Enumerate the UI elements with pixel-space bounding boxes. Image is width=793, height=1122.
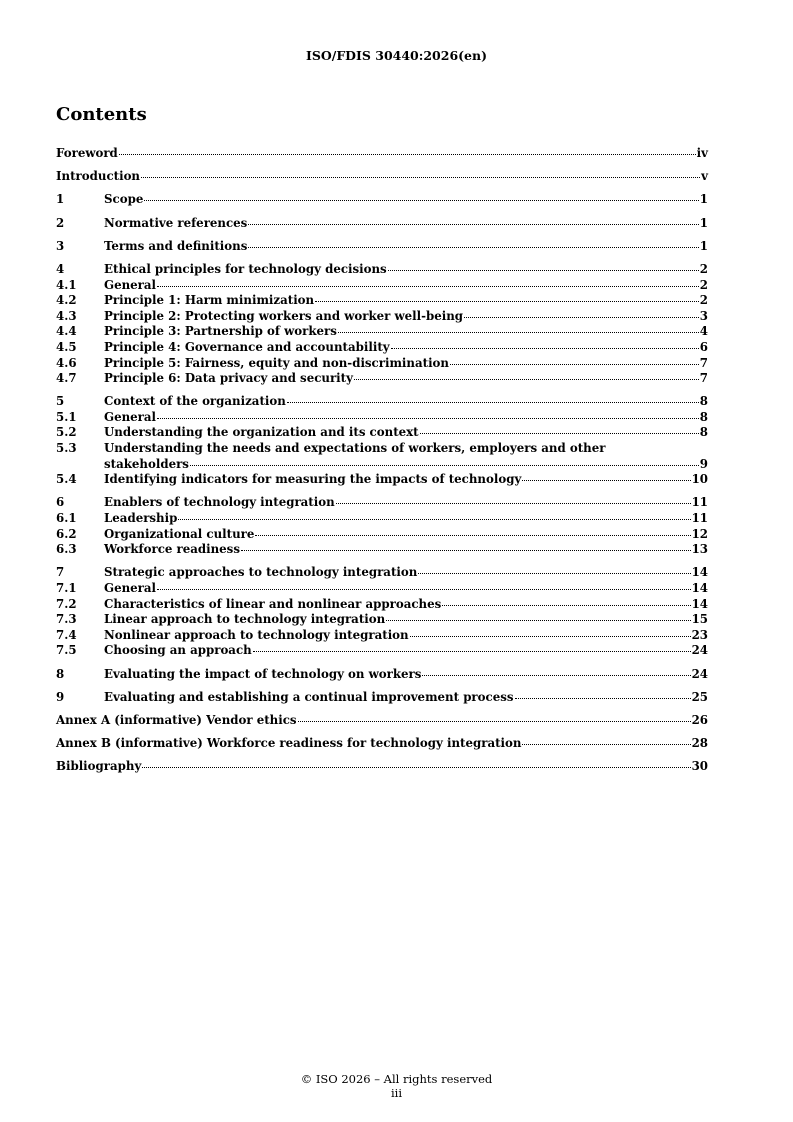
toc-entry-leader bbox=[287, 402, 699, 403]
toc-entry-number: 9 bbox=[56, 689, 65, 704]
toc-entry-page: 14 bbox=[691, 565, 708, 580]
toc-entry[interactable] bbox=[56, 371, 708, 387]
toc-entry-page: iv bbox=[696, 146, 708, 160]
toc-entry[interactable] bbox=[56, 667, 708, 683]
toc-entry-page: 11 bbox=[691, 511, 708, 526]
toc-entry-page: 7 bbox=[699, 355, 708, 370]
toc-entry-page: 26 bbox=[691, 712, 708, 727]
toc-entry-leader bbox=[255, 535, 690, 536]
toc-entry-title: Leadership bbox=[104, 511, 178, 526]
toc-entry-page: 1 bbox=[699, 238, 708, 253]
document-header: ISO/FDIS 30440:2026(en) bbox=[305, 48, 488, 63]
toc-entry-title: Identifying indicators for measuring the impacts of technology bbox=[104, 472, 522, 487]
toc-entry-title: Ethical principles for technology decisions bbox=[104, 261, 387, 276]
toc-entry-title: Strategic approaches to technology integration bbox=[104, 565, 418, 580]
toc-entry-page: 23 bbox=[691, 627, 708, 642]
toc-entry-leader bbox=[298, 721, 691, 722]
toc-entry-page: 11 bbox=[691, 495, 708, 510]
toc-entry-title: Principle 5: Fairness, equity and non-discrimination bbox=[104, 355, 450, 370]
toc-entry-number: 6 bbox=[56, 495, 65, 510]
toc-entry-title: Normative references bbox=[104, 215, 248, 230]
toc-entry-number: 5.1 bbox=[56, 409, 77, 424]
toc-entry-leader bbox=[420, 433, 699, 434]
page-number: iii bbox=[390, 1086, 403, 1100]
toc-entry[interactable] bbox=[56, 410, 708, 426]
toc-entry[interactable] bbox=[56, 511, 708, 527]
toc-entry-title: Foreword bbox=[56, 146, 118, 160]
toc-entry-page: 8 bbox=[699, 394, 708, 409]
toc-entry-leader bbox=[315, 301, 699, 302]
toc-entry-number: 7.2 bbox=[56, 596, 77, 611]
toc-entry-page: 24 bbox=[691, 643, 708, 658]
toc-entry-leader bbox=[157, 286, 699, 287]
toc-entry[interactable] bbox=[56, 643, 708, 659]
toc-entry-leader bbox=[386, 620, 690, 621]
toc-entry-leader bbox=[388, 270, 699, 271]
toc-entry-leader bbox=[515, 698, 691, 699]
toc-entry[interactable] bbox=[56, 262, 708, 278]
toc-entry-leader bbox=[450, 364, 699, 365]
toc-entry-title: Introduction bbox=[56, 169, 141, 184]
toc-entry-title: Annex B (informative) Workforce readiness for technology integration bbox=[56, 736, 522, 751]
copyright-notice: © ISO 2026 – All rights reserved bbox=[300, 1072, 493, 1086]
toc-entry-page: 6 bbox=[699, 339, 708, 354]
toc-entry[interactable] bbox=[56, 690, 708, 706]
toc-entry-title: Principle 4: Governance and accountability bbox=[104, 339, 390, 354]
toc-entry-number: 4 bbox=[56, 261, 65, 276]
toc-entry-page: 14 bbox=[691, 596, 708, 611]
toc-entry[interactable] bbox=[56, 239, 708, 255]
toc-entry-leader bbox=[442, 605, 690, 606]
toc-entry[interactable] bbox=[56, 713, 708, 729]
toc-entry-number: 1 bbox=[56, 192, 65, 207]
toc-entry-title-continued: stakeholders bbox=[104, 456, 189, 471]
toc-entry[interactable] bbox=[56, 394, 708, 410]
toc-entry-title: Principle 1: Harm minimization bbox=[104, 293, 315, 308]
toc-entry-title: Annex A (informative) Vendor ethics bbox=[56, 712, 297, 727]
toc-entry-title: Context of the organization bbox=[104, 394, 286, 409]
toc-entry-page: 7 bbox=[699, 371, 708, 386]
toc-entry-page: 4 bbox=[699, 324, 708, 339]
toc-entry[interactable] bbox=[56, 628, 708, 644]
toc-entry-title: Bibliography bbox=[56, 759, 142, 774]
toc-entry-title: Principle 6: Data privacy and security bbox=[104, 371, 353, 386]
toc-entry-page: 24 bbox=[691, 666, 708, 681]
page-title: Contents bbox=[56, 104, 147, 125]
toc-entry-title: General bbox=[104, 409, 157, 424]
toc-entry-number: 8 bbox=[56, 666, 65, 681]
toc-entry[interactable] bbox=[56, 736, 708, 752]
toc-entry-title: Terms and definitions bbox=[104, 238, 248, 253]
toc-entry-leader bbox=[522, 744, 690, 745]
toc-entry-number: 4.2 bbox=[56, 293, 77, 308]
toc-entry-leader bbox=[141, 177, 700, 178]
toc-entry-number: 6.3 bbox=[56, 542, 77, 557]
toc-entry-number: 5 bbox=[56, 394, 65, 409]
toc-entry-leader bbox=[391, 348, 699, 349]
toc-entry-title: Evaluating and establishing a continual improvement process bbox=[104, 689, 514, 704]
toc-entry[interactable] bbox=[56, 581, 708, 597]
toc-entry-page: 9 bbox=[699, 456, 708, 471]
toc-entry-title: Enablers of technology integration bbox=[104, 495, 335, 510]
toc-entry[interactable] bbox=[56, 340, 708, 356]
toc-entry-title: General bbox=[104, 277, 157, 292]
toc-entry-leader bbox=[522, 480, 690, 481]
toc-entry-number: 4.5 bbox=[56, 339, 77, 354]
toc-entry-page: 10 bbox=[691, 472, 708, 487]
toc-entry-leader bbox=[157, 418, 699, 419]
toc-entry-number: 7.1 bbox=[56, 581, 77, 595]
toc-entry[interactable] bbox=[56, 597, 708, 613]
toc-entry-number: 4.1 bbox=[56, 277, 77, 292]
toc-entry-leader bbox=[248, 247, 698, 248]
toc-entry-page: 2 bbox=[699, 277, 708, 292]
toc-entry-leader bbox=[248, 224, 698, 225]
toc-entry[interactable] bbox=[56, 472, 708, 488]
toc-entry-title: Principle 2: Protecting workers and worker well-being bbox=[104, 308, 464, 323]
toc-entry-title: Choosing an approach bbox=[104, 643, 252, 658]
toc-entry-title: Nonlinear approach to technology integration bbox=[104, 627, 409, 642]
toc-entry-number: 5.3 bbox=[56, 441, 77, 456]
toc-entry-title: Organizational culture bbox=[104, 526, 255, 541]
toc-entry-number: 7.4 bbox=[56, 627, 77, 642]
toc-entry[interactable] bbox=[56, 278, 708, 294]
toc-entry-page: 2 bbox=[699, 261, 708, 276]
toc-entry-page: 2 bbox=[699, 293, 708, 308]
toc-entry-number: 5.2 bbox=[56, 425, 77, 440]
toc-entry-leader bbox=[422, 675, 690, 676]
toc-entry-leader bbox=[253, 651, 691, 652]
toc-entry[interactable] bbox=[56, 169, 708, 185]
toc-entry-leader bbox=[142, 767, 690, 768]
page-footer bbox=[0, 1072, 793, 1100]
toc-entry-page: 25 bbox=[691, 689, 708, 704]
toc-entry[interactable] bbox=[56, 324, 708, 340]
toc-entry-page: 13 bbox=[691, 542, 708, 557]
toc-entry-leader bbox=[190, 465, 699, 466]
toc-entry-leader bbox=[178, 519, 690, 520]
toc-entry-title: Evaluating the impact of technology on workers bbox=[104, 666, 422, 681]
toc-entry-page: 14 bbox=[691, 581, 708, 595]
table-of-contents bbox=[56, 146, 708, 775]
toc-entry-page: 15 bbox=[691, 612, 708, 627]
toc-entry[interactable] bbox=[56, 565, 708, 581]
toc-entry-page: 28 bbox=[691, 736, 708, 751]
toc-entry-page: v bbox=[701, 169, 708, 184]
toc-entry[interactable] bbox=[56, 425, 708, 441]
toc-entry-number: 4.4 bbox=[56, 324, 77, 339]
toc-entry-leader bbox=[241, 550, 691, 551]
toc-entry-page: 12 bbox=[691, 526, 708, 541]
toc-entry[interactable] bbox=[56, 527, 708, 543]
toc-entry-page: 3 bbox=[699, 308, 708, 323]
toc-entry-number: 5.4 bbox=[56, 472, 77, 487]
toc-entry[interactable] bbox=[56, 759, 708, 775]
toc-entry-leader bbox=[354, 379, 699, 380]
toc-entry[interactable] bbox=[56, 356, 708, 372]
toc-entry-leader bbox=[410, 636, 691, 637]
toc-entry-title: General bbox=[104, 581, 157, 595]
toc-entry[interactable] bbox=[56, 309, 708, 325]
toc-entry-leader bbox=[119, 154, 696, 155]
toc-entry[interactable] bbox=[56, 495, 708, 511]
toc-entry-number: 7.5 bbox=[56, 643, 77, 658]
toc-entry-number: 6.2 bbox=[56, 526, 77, 541]
toc-entry[interactable] bbox=[56, 293, 708, 309]
toc-entry-page: 1 bbox=[699, 215, 708, 230]
toc-entry-title: Understanding the organization and its context bbox=[104, 425, 419, 440]
toc-entry-title: Characteristics of linear and nonlinear approaches bbox=[104, 596, 442, 611]
toc-entry-title: Workforce readiness bbox=[104, 542, 240, 557]
toc-entry-leader bbox=[418, 573, 690, 574]
toc-entry-page: 8 bbox=[699, 409, 708, 424]
toc-entry[interactable] bbox=[56, 216, 708, 232]
toc-entry-leader bbox=[336, 503, 691, 504]
toc-entry-page: 8 bbox=[699, 425, 708, 440]
toc-entry-number: 4.3 bbox=[56, 308, 77, 323]
toc-entry-title: Principle 3: Partnership of workers bbox=[104, 324, 337, 339]
toc-entry-number: 3 bbox=[56, 238, 65, 253]
toc-entry-leader bbox=[464, 317, 699, 318]
toc-entry-number: 4.6 bbox=[56, 355, 77, 370]
toc-entry-number: 7 bbox=[56, 565, 65, 580]
toc-entry[interactable] bbox=[56, 146, 708, 162]
toc-entry-title: Linear approach to technology integration bbox=[104, 612, 386, 627]
toc-entry-leader bbox=[144, 200, 698, 201]
toc-entry-number: 4.7 bbox=[56, 371, 77, 386]
toc-entry[interactable] bbox=[56, 441, 708, 472]
toc-entry-page: 30 bbox=[691, 759, 708, 774]
toc-entry-title: Scope bbox=[104, 192, 144, 207]
toc-entry[interactable] bbox=[56, 612, 708, 628]
toc-entry-leader bbox=[157, 589, 691, 590]
toc-entry-page: 1 bbox=[699, 192, 708, 207]
toc-entry-number: 7.3 bbox=[56, 612, 77, 627]
toc-entry[interactable] bbox=[56, 542, 708, 558]
toc-entry-title: Understanding the needs and expectations of workers, employers and other bbox=[104, 441, 606, 456]
toc-entry-leader bbox=[338, 332, 699, 333]
toc-entry[interactable] bbox=[56, 192, 708, 208]
toc-entry-number: 2 bbox=[56, 215, 65, 230]
toc-entry-number: 6.1 bbox=[56, 511, 77, 526]
